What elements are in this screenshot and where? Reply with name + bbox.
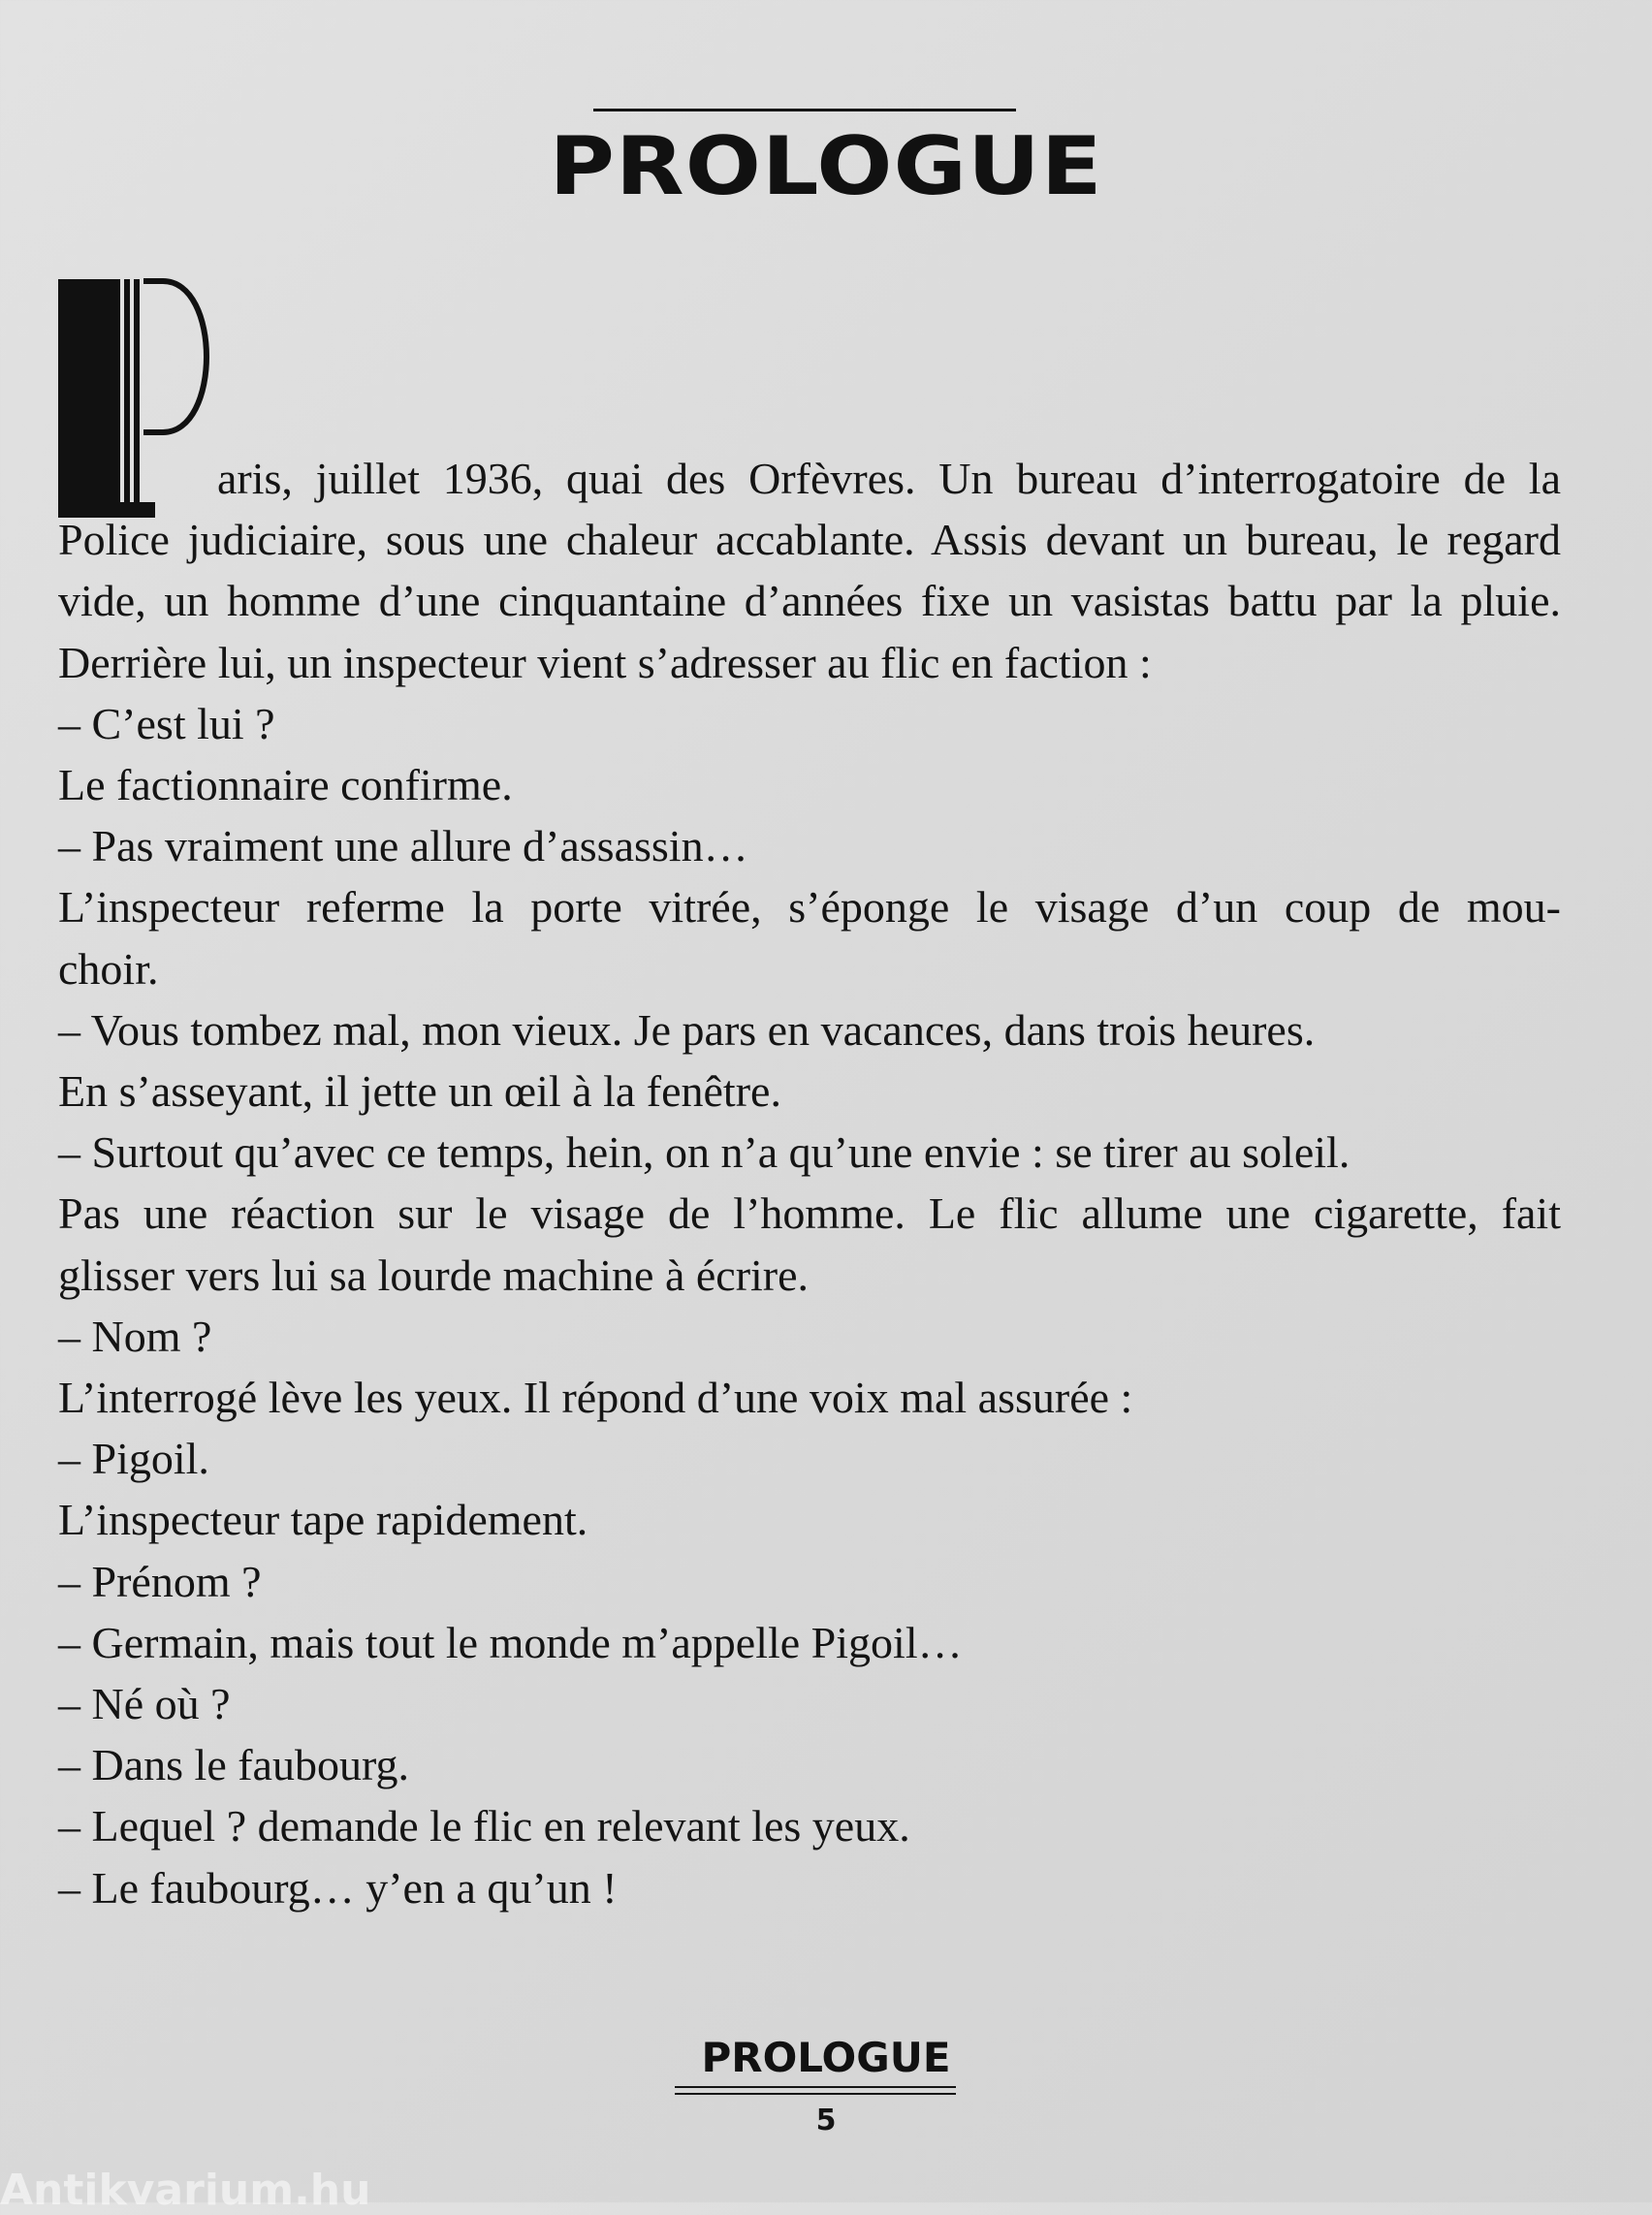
narration-line: Le factionnaire confirme. bbox=[58, 760, 513, 810]
dialogue-line: – Prénom ? bbox=[58, 1556, 262, 1606]
footer-chapter-title: PROLOGUE bbox=[701, 2034, 951, 2081]
narration-line: Pas une réaction sur le visage de l’homme. Le flic allume une cigarette, fait bbox=[58, 1188, 1561, 1239]
opening-paragraph-rest: Police judiciaire, sous une chaleur accablante. Assis devant un bureau, le regard vide, un homme d’une cinquantaine d’années fixe un vasistas battu par la pluie. Derrière lui, un inspecteur vient s’adresser au flic en faction : bbox=[58, 515, 1561, 687]
header-rule bbox=[593, 109, 1016, 111]
narration-paragraph bbox=[58, 876, 1561, 998]
chapter-title: PROLOGUE bbox=[549, 119, 1103, 213]
dialogue-line: – Surtout qu’avec ce temps, hein, on n’a qu’une envie : se tirer au soleil. bbox=[58, 1127, 1350, 1178]
dialogue-line: – C’est lui ? bbox=[58, 698, 275, 748]
watermark: Antikvarium.hu bbox=[0, 2166, 371, 2215]
dialogue-line: – Pigoil. bbox=[58, 1434, 209, 1484]
opening-paragraph bbox=[58, 448, 1561, 693]
dialogue-line: – Lequel ? demande le flic en relevant les yeux. bbox=[58, 1801, 910, 1851]
footer-rule bbox=[675, 2093, 956, 2095]
page-number: 5 bbox=[815, 2104, 837, 2137]
dialogue-line: – Nom ? bbox=[58, 1311, 212, 1361]
dialogue-line: – Pas vraiment une allure d’assassin… bbox=[58, 821, 748, 871]
narration-line: En s’asseyant, il jette un œil à la fenêtre. bbox=[58, 1066, 781, 1117]
narration-line: L’inspecteur tape rapidement. bbox=[58, 1495, 588, 1545]
dialogue-line: – Dans le faubourg. bbox=[58, 1740, 409, 1790]
opening-first-line: aris, juillet 1936, quai des Orfèvres. Un bureau d’interrogatoire de la bbox=[217, 454, 1561, 503]
dialogue-line: – Le faubourg… y’en a qu’un ! bbox=[58, 1862, 618, 1913]
narration-line: L’inspecteur referme la porte vitrée, s’éponge le visage d’un coup de mou- bbox=[58, 882, 1561, 933]
narration-paragraph bbox=[58, 1183, 1561, 1305]
narration-line: choir. bbox=[58, 943, 159, 994]
body-text bbox=[58, 448, 1561, 1918]
dialogue-line: – Né où ? bbox=[58, 1679, 231, 1729]
dialogue-line: – Germain, mais tout le monde m’appelle Pigoil… bbox=[58, 1617, 963, 1667]
narration-line: glisser vers lui sa lourde machine à écrire. bbox=[58, 1250, 810, 1300]
dialogue-line: – Vous tombez mal, mon vieux. Je pars en vacances, dans trois heures. bbox=[58, 1004, 1316, 1055]
footer-rule bbox=[675, 2086, 956, 2088]
narration-line: L’interrogé lève les yeux. Il répond d’une voix mal assurée : bbox=[58, 1373, 1133, 1423]
